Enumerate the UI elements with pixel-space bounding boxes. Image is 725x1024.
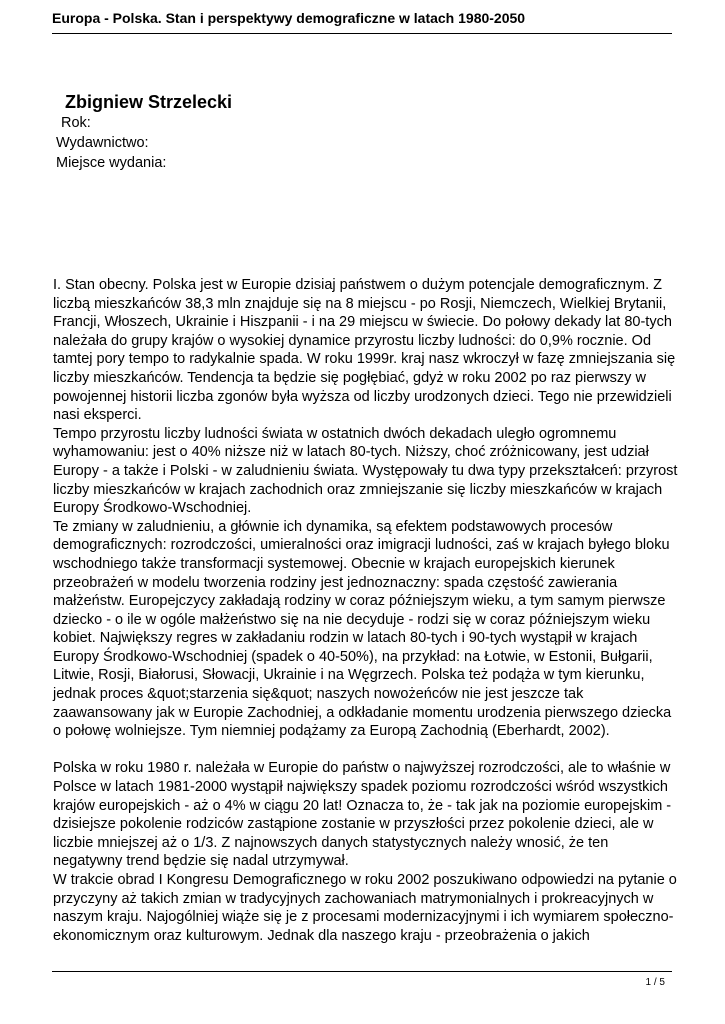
page-number: 1 / 5 (645, 977, 665, 988)
publisher-label: Wydawnictwo: (56, 135, 149, 151)
publication-meta (56, 113, 166, 173)
header-divider (52, 33, 672, 34)
place-label: Miejsce wydania: (56, 155, 167, 171)
page-header-title: Europa - Polska. Stan i perspektywy demograficzne w latach 1980-2050 (52, 10, 526, 26)
author-name: Zbigniew Strzelecki (65, 92, 233, 112)
paragraph-4: Polska w roku 1980 r. należała w Europie do państw o najwyższej rozrodczości, ale to właśnie w Polsce w latach 1981-2000 wystąpił największy spadek poziomu rozrodczości wśród wszystkich krajów europejskich - aż o 4% w ciągu 20 lat! Oznacza to, że - tak jak na poziomie europejskim - dzisiejsze pokolenie rodziców zastąpione zostanie w przyszłości przez pokolenie dzieci, ale w liczbie mniejszej aż o 1/3. Z najnowszych danych statystycznych należy wnosić, że ten negatywny trend będzie się nadal utrzymywał. (53, 760, 672, 870)
article-body (53, 276, 679, 945)
year-label: Rok: (61, 115, 91, 131)
footer-divider (52, 971, 672, 972)
paragraph-1: I. Stan obecny. Polska jest w Europie dzisiaj państwem o dużym potencjale demograficznym. Z liczbą mieszkańców 38,3 mln znajduje się na 8 miejscu - po Rosji, Niemczech, Wielkiej Brytanii, Francji, Włoszech, Ukrainie i Hiszpanii - i na 29 miejscu w świecie. Do połowy dekady lat 80-tych należała do grupy krajów o wysokiej dynamice przyrostu liczby ludności: do 0,9% rocznie. Od tamtej pory tempo to radykalnie spada. W roku 1999r. kraj nasz wkroczył w fazę zmniejszania się liczby mieszkańców. Tendencja ta będzie się pogłębiać, gdyż w roku 2002 po raz pierwszy w powojennej historii liczba zgonów była wyższa od liczby urodzonych dzieci. Tego nie przewidzieli nasi eksperci. (53, 277, 676, 424)
paragraph-3: Te zmiany w zaludnieniu, a głównie ich dynamika, są efektem podstawowych procesów demograficznych: rozrodczości, umieralności oraz imigracji ludności, zaś w krajach byłego bloku wschodniego także transformacji systemowej. Obecnie w krajach europejskich kierunek przeobrażeń w modelu tworzenia rodziny jest jednoznaczny: spada częstość zawierania małżeństw. Europejczycy zakładają rodziny w coraz późniejszym wieku, a tym samym pierwsze dziecko - o ile w ogóle małżeństwo się na nie decyduje - rodzi się w coraz późniejszym wieku kobiet. Największy regres w zakładaniu rodzin w latach 80-tych i 90-tych wystąpił w krajach Europy Środkowo-Wschodniej (spadek o 40-50%), na przykład: na Łotwie, w Estonii, Bułgarii, Litwie, Rosji, Białorusi, Słowacji, Ukrainie i na Węgrzech. Polska też podąża w tym kierunku, jednak proces &quot;starzenia się&quot; naszych nowożeńców nie jest jeszcze tak zaawansowany jak w Europie Zachodniej, a odkładanie momentu urodzenia pierwszego dziecka o połowę wolniejsze. Tym niemniej podążamy za Europą Zachodnią (Eberhardt, 2002). (53, 518, 672, 740)
paragraph-2: Tempo przyrostu liczby ludności świata w ostatnich dwóch dekadach uległo ogromnemu wyhamowaniu: jest o 40% niższe niż w latach 80-tych. Niższy, choć zróżnicowany, jest udział Europy - a także i Polski - w zaludnieniu świata. Występowały tu dwa typy przekształceń: przyrost liczby mieszkańców w krajach zachodnich oraz zmniejszanie się liczby mieszkańców w krajach Europy Środkowo-Wschodniej. (53, 425, 678, 517)
paragraph-5: W trakcie obrad I Kongresu Demograficznego w roku 2002 poszukiwano odpowiedzi na pytanie o przyczyny aż takich zmian w tradycyjnych zachowaniach matrymonialnych i prokreacyjnych w naszym kraju. Najogólniej wiąże się je z procesami modernizacyjnymi i ich wymiarem społeczno-ekonomicznym oraz kulturowym. Jednak dla naszego kraju - przeobrażenia o jakich (53, 872, 677, 944)
